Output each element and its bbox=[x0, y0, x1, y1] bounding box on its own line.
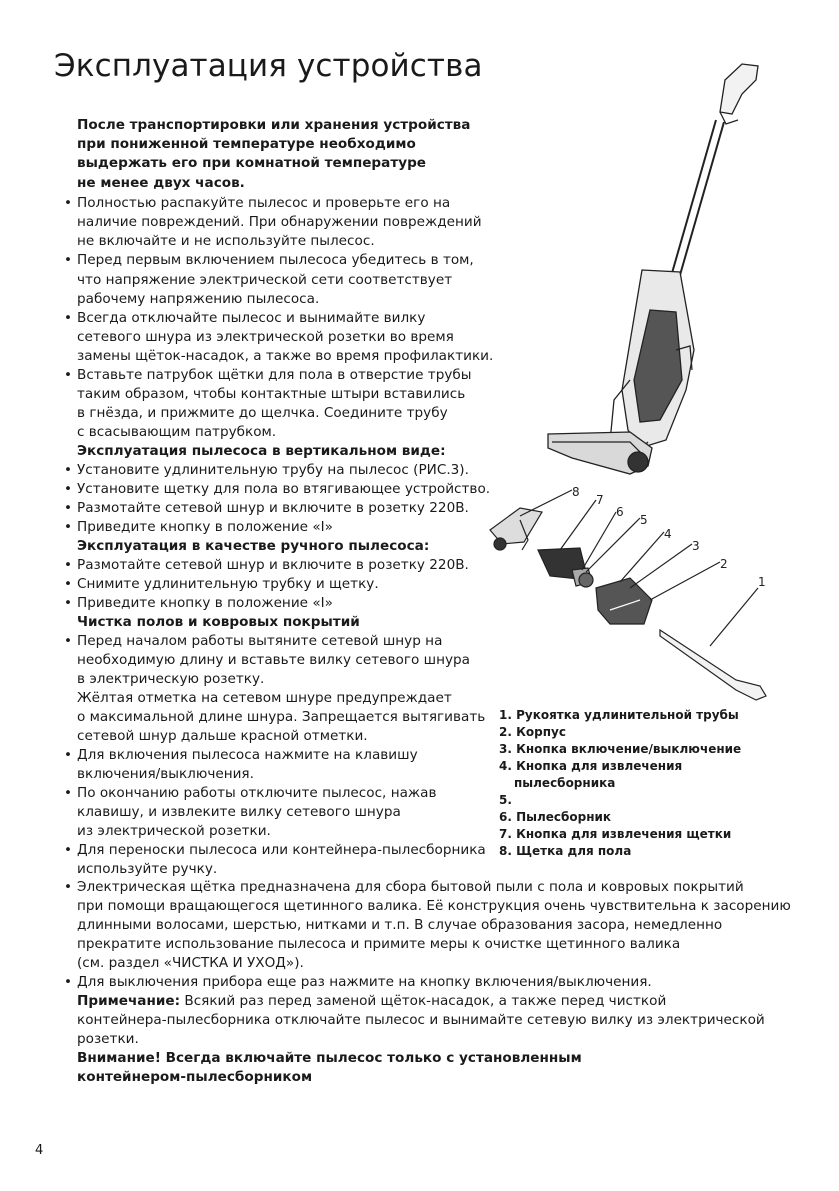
text-line: необходимую длину и вставьте вилку сетевого шнура bbox=[77, 652, 470, 668]
vacuum-figure bbox=[480, 50, 810, 710]
text-line: Установите удлинительную трубу на пылесос (РИС.3). bbox=[77, 462, 469, 478]
callout-3: 3 bbox=[692, 539, 700, 553]
text-line: Полностью распакуйте пылесос и проверьте его на bbox=[77, 195, 451, 211]
text-line: о максимальной длине шнура. Запрещается вытягивать bbox=[77, 709, 486, 725]
heading-line: Эксплуатация пылесоса в вертикальном виде: bbox=[77, 443, 446, 459]
legend-item: 8. Щетка для пола bbox=[499, 844, 632, 858]
heading-line: Эксплуатация в качестве ручного пылесоса: bbox=[77, 538, 430, 554]
heading-line: при пониженной температуре необходимо bbox=[77, 136, 416, 152]
bullet-mark: • bbox=[64, 974, 73, 990]
text-line: Для включения пылесоса нажмите на клавишу bbox=[77, 747, 418, 763]
bullet-mark: • bbox=[64, 519, 73, 535]
text-line: при помощи вращающегося щетинного валика. Её конструкция очень чувствительна к засорению bbox=[77, 898, 791, 914]
legend-item: 3. Кнопка включение/выключение bbox=[499, 742, 742, 756]
heading-line: После транспортировки или хранения устройства bbox=[77, 117, 471, 133]
text-line: рабочему напряжению пылесоса. bbox=[77, 291, 320, 307]
bullet-mark: • bbox=[64, 842, 73, 858]
text-line: Перед первым включением пылесоса убедитесь в том, bbox=[77, 252, 474, 268]
text-line: Установите щетку для пола во втягивающее устройство. bbox=[77, 481, 491, 497]
text-line: Приведите кнопку в положение «I» bbox=[77, 595, 333, 611]
text-line: Вставьте патрубок щётки для пола в отверстие трубы bbox=[77, 367, 472, 383]
text-line: включения/выключения. bbox=[77, 766, 254, 782]
text-line: Приведите кнопку в положение «I» bbox=[77, 519, 333, 535]
text-line: Перед началом работы вытяните сетевой шнур на bbox=[77, 633, 443, 649]
bullet-mark: • bbox=[64, 576, 73, 592]
text-line: из электрической розетки. bbox=[77, 823, 271, 839]
callout-4: 4 bbox=[664, 527, 672, 541]
callout-1: 1 bbox=[758, 575, 766, 589]
callout-5: 5 bbox=[640, 513, 648, 527]
text-line: клавишу, и извлеките вилку сетевого шнура bbox=[77, 804, 401, 820]
text-line: Примечание: Всякий раз перед заменой щёток-насадок, а также перед чисткой bbox=[77, 993, 667, 1009]
callout-7: 7 bbox=[596, 493, 604, 507]
text-line: длинными волосами, шерстью, нитками и т.п. В случае образования засора, немедленно bbox=[77, 917, 723, 933]
callout-8: 8 bbox=[572, 485, 580, 499]
heading-line: контейнером-пылесборником bbox=[77, 1069, 313, 1085]
bullet-mark: • bbox=[64, 367, 73, 383]
heading-line: Внимание! Всегда включайте пылесос только с установленным bbox=[77, 1050, 582, 1066]
text-line: что напряжение электрической сети соответствует bbox=[77, 272, 453, 288]
bullet-mark: • bbox=[64, 747, 73, 763]
exploded-parts-drawing bbox=[490, 490, 766, 700]
bullet-mark: • bbox=[64, 557, 73, 573]
bullet-mark: • bbox=[64, 481, 73, 497]
bullet-mark: • bbox=[64, 879, 73, 895]
text-line: По окончанию работы отключите пылесос, нажав bbox=[77, 785, 437, 801]
callout-2: 2 bbox=[720, 557, 728, 571]
text-line: используйте ручку. bbox=[77, 861, 218, 877]
text-line: не включайте и не используйте пылесос. bbox=[77, 233, 375, 249]
bullet-mark: • bbox=[64, 595, 73, 611]
bullet-mark: • bbox=[64, 310, 73, 326]
text-line: Размотайте сетевой шнур и включите в розетку 220В. bbox=[77, 557, 469, 573]
legend-item: 5. bbox=[499, 793, 512, 807]
bullet-mark: • bbox=[64, 462, 73, 478]
page-title: Эксплуатация устройства bbox=[54, 48, 483, 84]
text-line: наличие повреждений. При обнаружении повреждений bbox=[77, 214, 482, 230]
text-line: с всасывающим патрубком. bbox=[77, 424, 277, 440]
text-line: Снимите удлинительную трубку и щетку. bbox=[77, 576, 379, 592]
legend-item: 2. Корпус bbox=[499, 725, 566, 739]
text-line: Размотайте сетевой шнур и включите в розетку 220В. bbox=[77, 500, 469, 516]
heading-line: не менее двух часов. bbox=[77, 175, 245, 191]
legend-item: 4. Кнопка для извлечения bbox=[499, 759, 683, 773]
text-line: контейнера-пылесборника отключайте пылесос и вынимайте сетевую вилку из электрической bbox=[77, 1012, 765, 1028]
text-line: в электрическую розетку. bbox=[77, 671, 265, 687]
heading-line: выдержать его при комнатной температуре bbox=[77, 155, 427, 171]
text-line: замены щёток-насадок, а также во время профилактики. bbox=[77, 348, 494, 364]
callout-6: 6 bbox=[616, 505, 624, 519]
assembled-vacuum-drawing bbox=[548, 64, 758, 474]
text-line: прекратите использование пылесоса и примите меры к очистке щетинного валика bbox=[77, 936, 681, 952]
legend-item: 7. Кнопка для извлечения щетки bbox=[499, 827, 732, 841]
page-number: 4 bbox=[35, 1143, 44, 1158]
note-label: Примечание: bbox=[77, 993, 181, 1009]
bullet-mark: • bbox=[64, 252, 73, 268]
legend-item: 6. Пылесборник bbox=[499, 810, 612, 824]
text-line: в гнёзда, и прижмите до щелчка. Соедините трубу bbox=[77, 405, 448, 421]
text-line: сетевого шнура из электрической розетки во время bbox=[77, 329, 454, 345]
text-line: Для переноски пылесоса или контейнера-пылесборника bbox=[77, 842, 486, 858]
text-line: Жёлтая отметка на сетевом шнуре предупреждает bbox=[77, 690, 452, 706]
legend-item: 1. Рукоятка удлинительной трубы bbox=[499, 708, 739, 722]
heading-line: Чистка полов и ковровых покрытий bbox=[77, 614, 360, 630]
bullet-mark: • bbox=[64, 633, 73, 649]
text-line: Всегда отключайте пылесос и вынимайте вилку bbox=[77, 310, 426, 326]
text-line: таким образом, чтобы контактные штыри вставились bbox=[77, 386, 466, 402]
text-line: сетевой шнур дальше красной отметки. bbox=[77, 728, 368, 744]
text-line: Электрическая щётка предназначена для сбора бытовой пыли с пола и ковровых покрытий bbox=[77, 879, 744, 895]
text-line: Для выключения прибора еще раз нажмите на кнопку включения/выключения. bbox=[77, 974, 652, 990]
text-line: розетки. bbox=[77, 1031, 139, 1047]
bullet-mark: • bbox=[64, 500, 73, 516]
legend-item: пылесборника bbox=[514, 776, 616, 790]
bullet-mark: • bbox=[64, 195, 73, 211]
bullet-mark: • bbox=[64, 785, 73, 801]
text-line: (см. раздел «ЧИСТКА И УХОД»). bbox=[77, 955, 304, 971]
